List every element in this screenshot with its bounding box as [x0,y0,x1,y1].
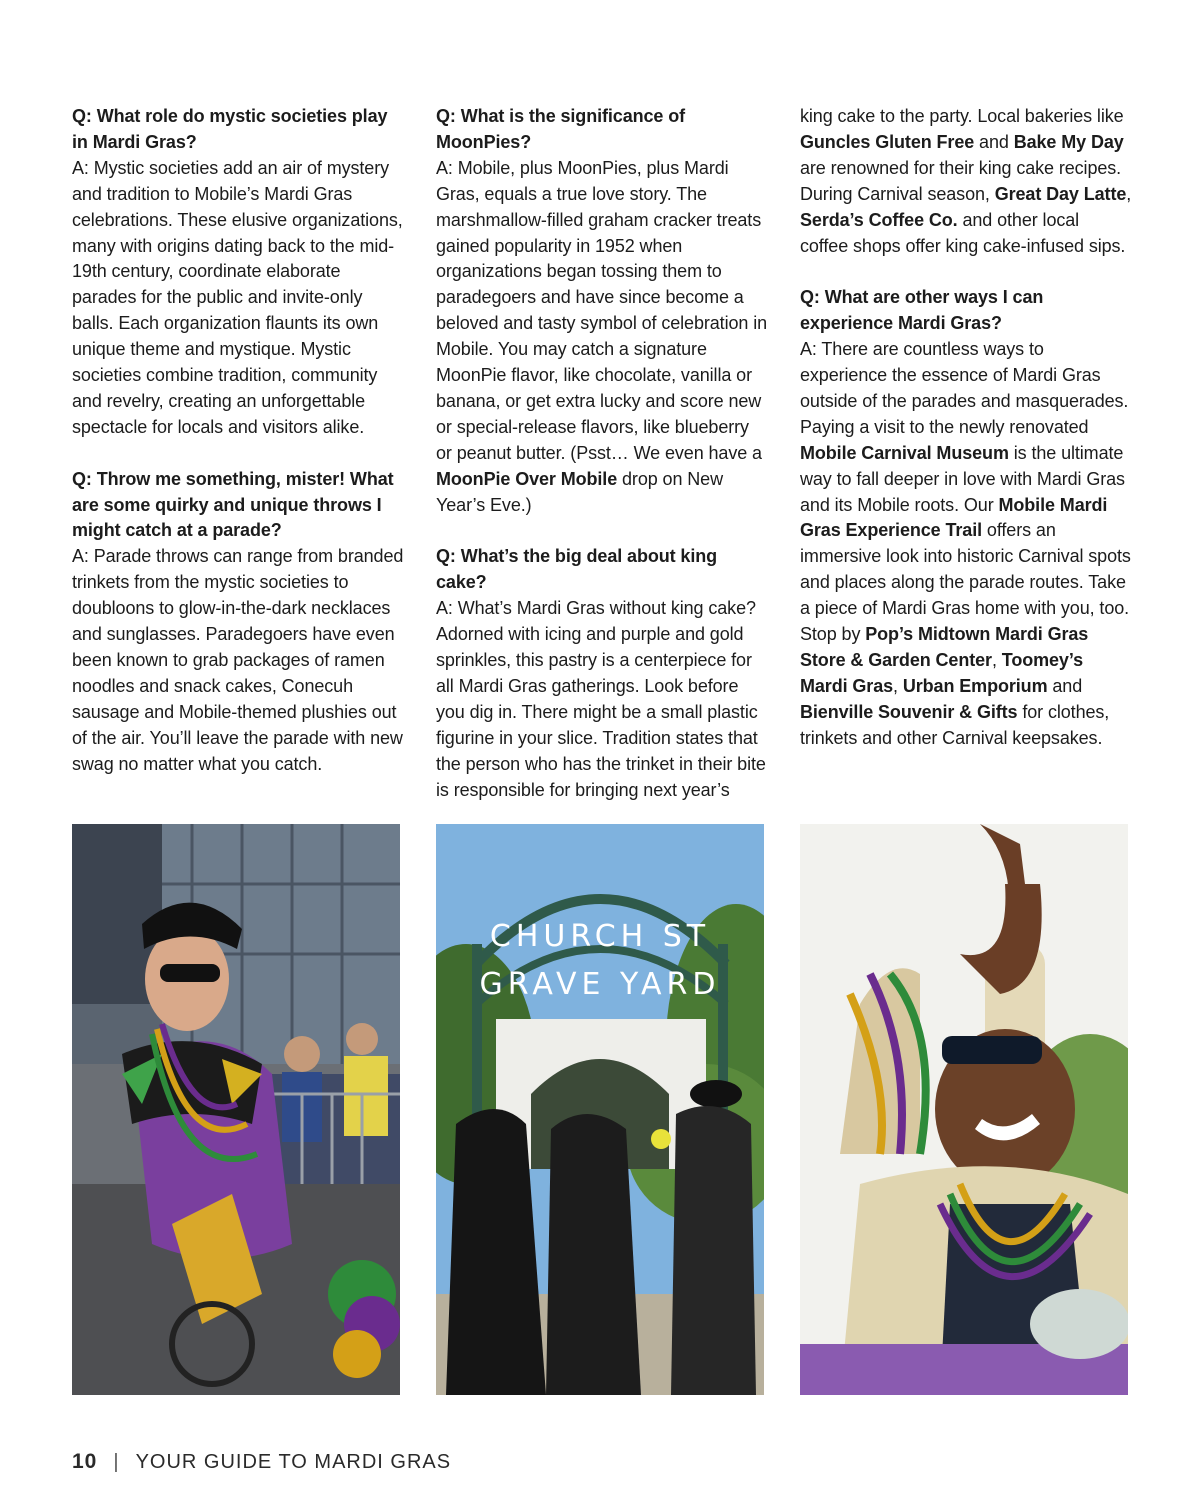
question: Q: What’s the big deal about king cake? [436,546,718,593]
photo-church-st-graveyard [436,824,764,1395]
page-number: 10 [72,1450,98,1473]
footer-separator: | [113,1450,120,1473]
answer: A: Mystic societies add an air of mystery and tradition to Mobile’s Mardi Gras celebrations. These elusive organizations, many with origins dating back to the mid-19th century, coordinate elaborate parades for the public and invite-only balls. Each organization flaunts its own unique theme and mystique. Mystic societies combine tradition, community and revelry, creating an unforgettable spectacle for locals and visitors alike. [72,157,403,437]
qa-king-cake [436,544,768,803]
text-column-2 [436,104,768,829]
qa-throws [72,467,404,778]
answer: A: What’s Mardi Gras without king cake? Adorned with icing and purple and gold sprinkles, this pastry is a centerpiece for all Mardi Gras gatherings. Look before you dig in. There might be a small plastic figurine in your slice. Tradition states that the person who has the trinket in their bite is responsible for bringing next year’s [436,598,766,800]
moonpie-drop-name: MoonPie Over Mobile [436,468,618,489]
question: Q: What role do mystic societies play in Mardi Gras? [72,106,388,152]
qa-moonpies [436,104,768,519]
answer: A: Mobile, plus MoonPies, plus Mardi Gras, equals a true love story. The marshmallow-filled graham cracker treats gained popularity in 1952 when organizations began tossing them to paradegoers and have since become a beloved and tasty symbol of celebration in Mobile. You may catch a signature MoonPie flavor, like chocolate, vanilla or banana, or get extra lucky and score new or special-release flavors, like blueberry or peanut butter. (Psst… We even have a MoonPie Over Mobile drop on New Year’s Eve.) [436,157,767,515]
qa-mystic-societies [72,104,404,441]
question: Q: What is the significance of MoonPies? [436,106,686,152]
publication-title: YOUR GUIDE TO MARDI GRAS [135,1450,452,1473]
text-column-3 [800,104,1132,778]
page-footer [72,1448,451,1476]
question: Q: What are other ways I can experience Mardi Gras? [800,287,1044,334]
sign-text-line-1: CHURCH ST [489,919,711,954]
text-column-1 [72,104,404,803]
answer: A: There are countless ways to experience the essence of Mardi Gras outside of the parades and masquerades. Paying a visit to the newly renovated Mobile Carnival Museum is the ultimate way to fall deeper in love with Mardi Gras and its Mobile roots. Our Mobile Mardi Gras Experience Trail offers an immersive look into historic Carnival spots and places along the parade routes. Take a piece of Mardi Gras home with you, too. Stop by Pop’s Midtown Mardi Gras Store & Garden Center, Toomey’s Mardi Gras, Urban Emporium and Bienville Souvenir & Gifts for clothes, trinkets and other Carnival keepsakes. [800,339,1131,748]
question: Q: Throw me something, mister! What are some quirky and unique throws I might catch at a parade? [72,468,394,541]
answer: A: Parade throws can range from branded trinkets from the mystic societies to doubloons to glow-in-the-dark necklaces and sunglasses. Paradegoers have even been known to grab packages of ramen noodles and snack cakes, Conecuh sausage and Mobile-themed plushies out of the air. You’ll leave the parade with new swag no matter what you catch. [72,546,404,774]
king-cake-answer-continued: king cake to the party. Local bakeries like Guncles Gluten Free and Bake My Day are renowned for their king cake recipes. During Carnival season, Great Day Latte, Serda’s Coffee Co. and other local coffee shops offer king cake-infused sips. [800,106,1132,256]
photo-costumed-reveler [72,824,400,1395]
photo-cheering-parade-rider [800,824,1128,1395]
sign-text-line-2: GRAVE YARD [479,967,721,1002]
qa-other-ways [800,285,1132,751]
